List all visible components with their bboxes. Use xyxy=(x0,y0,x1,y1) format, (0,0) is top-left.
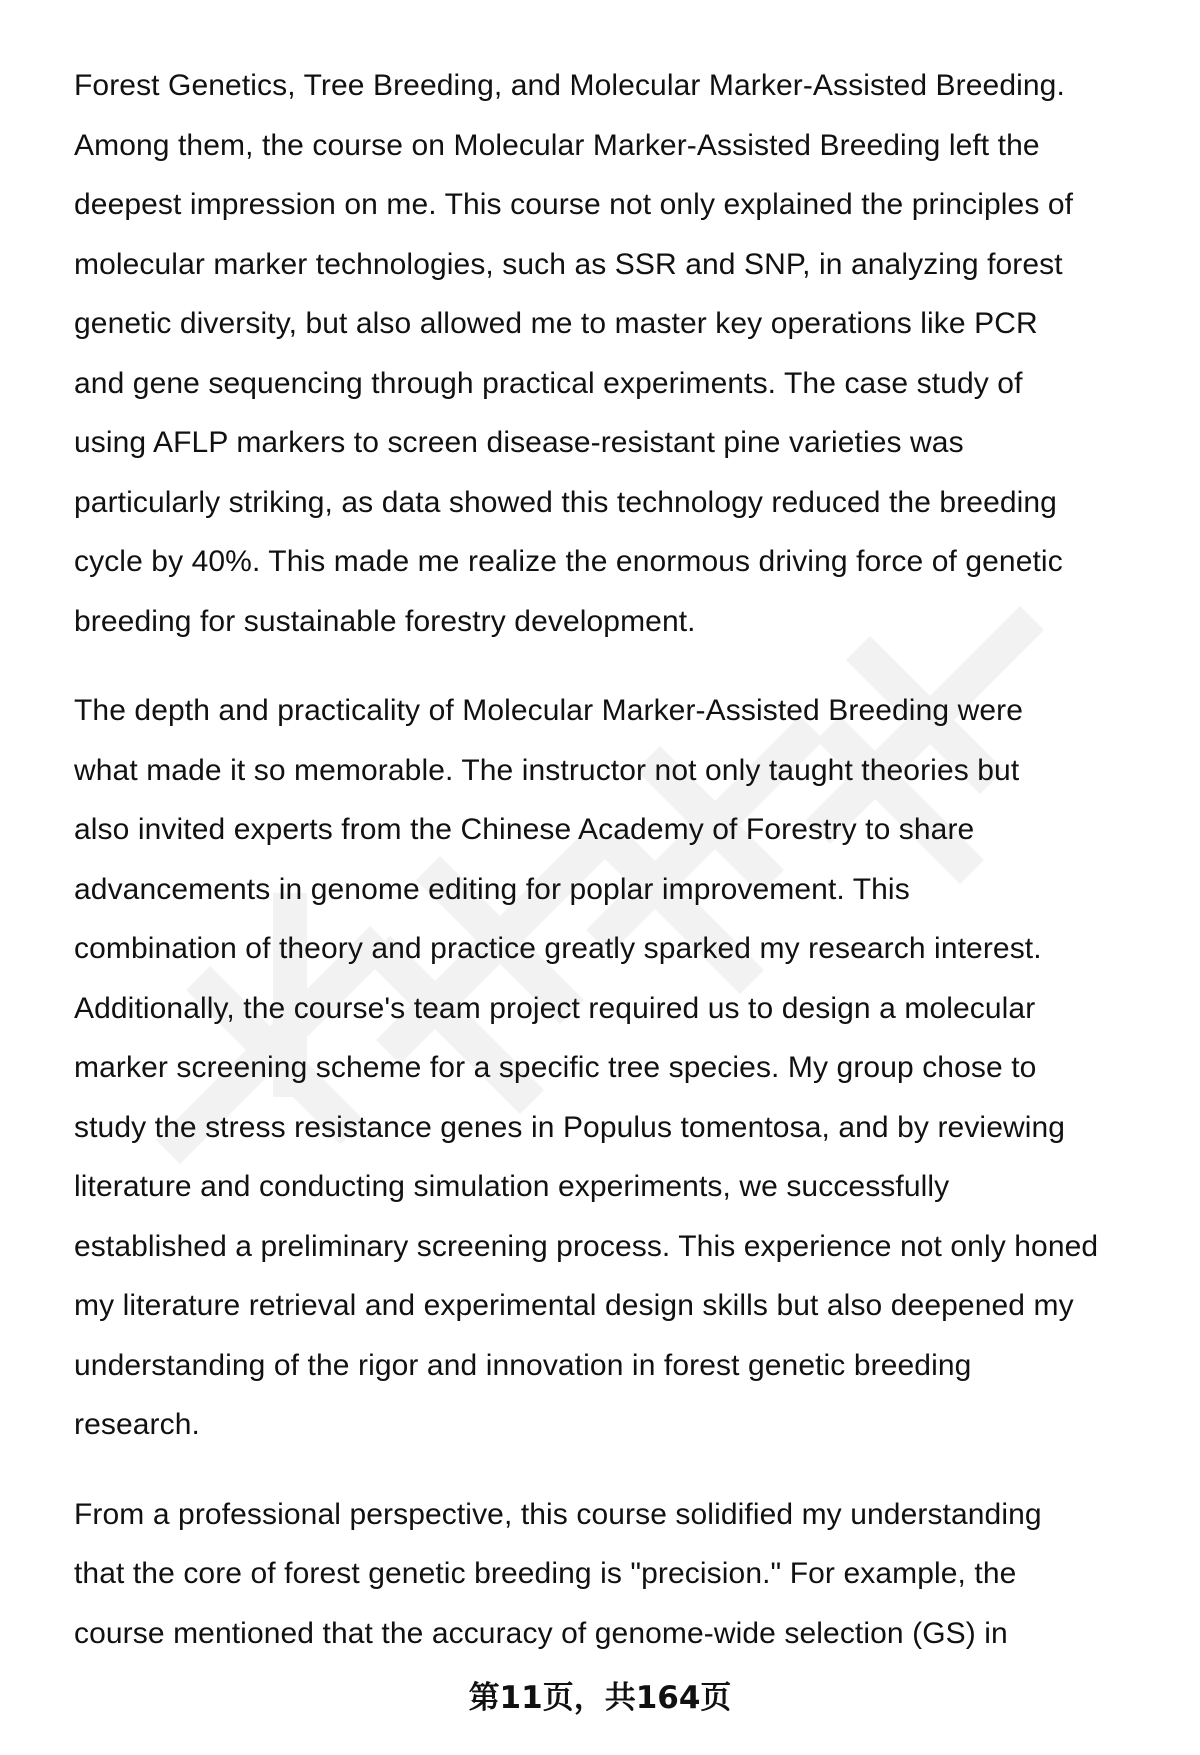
text-line: using AFLP markers to screen disease-resistant pine varieties was xyxy=(74,426,964,459)
text-line: also invited experts from the Chinese Academy of Forestry to share xyxy=(74,813,975,846)
paragraph-2 xyxy=(74,681,1164,1455)
page-number-footer: 第11页，共164页 xyxy=(468,1680,732,1716)
text-line: that the core of forest genetic breeding is "precision." For example, the xyxy=(74,1557,1017,1590)
text-line: Additionally, the course's team project required us to design a molecular xyxy=(74,991,1036,1025)
text-line: breeding for sustainable forestry development. xyxy=(74,604,696,638)
text-line: From a professional perspective, this course solidified my understanding xyxy=(74,1497,1042,1531)
text-line: Among them, the course on Molecular Marker-Assisted Breeding left the xyxy=(74,128,1040,162)
text-line: what made it so memorable. The instructor not only taught theories but xyxy=(74,753,1020,787)
text-line: particularly striking, as data showed this technology reduced the breeding xyxy=(74,485,1057,519)
text-line: marker screening scheme for a specific tree species. My group chose to xyxy=(74,1051,1037,1084)
text-line: combination of theory and practice greatly sparked my research interest. xyxy=(74,932,1042,965)
text-line: and gene sequencing through practical experiments. The case study of xyxy=(74,366,1023,400)
text-line: advancements in genome editing for poplar improvement. This xyxy=(74,872,910,906)
text-line: deepest impression on me. This course not only explained the principles of xyxy=(74,188,1074,221)
text-line: understanding of the rigor and innovation in forest genetic breeding xyxy=(74,1348,972,1382)
document-body xyxy=(74,56,1164,1693)
text-line: established a preliminary screening process. This experience not only honed xyxy=(74,1229,1099,1263)
text-line: course mentioned that the accuracy of genome-wide selection (GS) in xyxy=(74,1616,1008,1650)
text-line: The depth and practicality of Molecular Marker-Assisted Breeding were xyxy=(74,694,1023,727)
text-line: molecular marker technologies, such as SSR and SNP, in analyzing forest xyxy=(74,247,1063,281)
text-line: genetic diversity, but also allowed me to master key operations like PCR xyxy=(74,307,1038,340)
text-line: my literature retrieval and experimental design skills but also deepened my xyxy=(74,1289,1074,1322)
text-line: study the stress resistance genes in Populus tomentosa, and by reviewing xyxy=(74,1110,1066,1144)
text-line: Forest Genetics, Tree Breeding, and Molecular Marker-Assisted Breeding. xyxy=(74,69,1065,102)
text-line: cycle by 40%. This made me realize the enormous driving force of genetic xyxy=(74,545,1063,578)
paragraph-1 xyxy=(74,56,1164,651)
text-line: literature and conducting simulation experiments, we successfully xyxy=(74,1170,950,1203)
text-line: research. xyxy=(74,1408,200,1441)
paragraph-3 xyxy=(74,1485,1164,1664)
